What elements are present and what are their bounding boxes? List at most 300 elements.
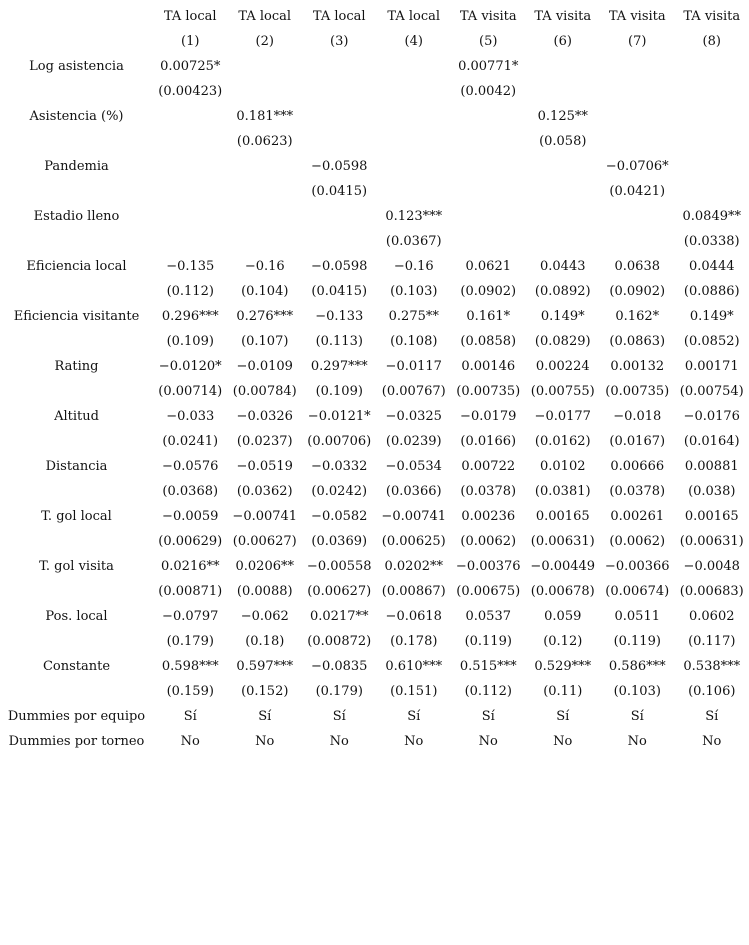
se-label-spacer <box>0 129 153 154</box>
footer-label: Dummies por equipo <box>7 709 146 724</box>
standard-error-cell <box>675 79 749 104</box>
coefficient-cell: −0.0332 <box>311 459 368 474</box>
coefficient-cell: −0.135 <box>166 259 215 274</box>
standard-error-cell <box>526 179 601 204</box>
header-corner <box>0 4 153 29</box>
standard-error-cell: (0.00625) <box>381 534 446 549</box>
coefficient-cell: −0.0109 <box>236 359 293 374</box>
standard-error-cell: (0.0166) <box>460 434 517 449</box>
coefficient-cell: −0.0618 <box>385 609 442 624</box>
coefficient-cell: −0.00558 <box>306 559 372 574</box>
coefficient-cell: −0.033 <box>166 409 215 424</box>
standard-error-cell: (0.00423) <box>158 84 223 99</box>
standard-error-cell: (0.103) <box>613 684 661 699</box>
coefficient-cell: 0.00881 <box>684 459 739 474</box>
standard-error-cell: (0.00755) <box>530 384 595 399</box>
coef-row <box>0 254 749 279</box>
column-number: (6) <box>553 34 572 49</box>
standard-error-cell: (0.00629) <box>158 534 223 549</box>
standard-error-cell: (0.0042) <box>460 84 517 99</box>
standard-error-cell: (0.112) <box>166 284 214 299</box>
standard-error-cell: (0.0362) <box>236 484 293 499</box>
coefficient-cell <box>451 204 526 229</box>
variable-label: Eficiencia local <box>26 259 127 274</box>
coefficient-cell: 0.0217** <box>310 609 369 624</box>
coefficient-cell: 0.00722 <box>461 459 516 474</box>
se-row <box>0 529 749 554</box>
coef-row <box>0 304 749 329</box>
coefficient-cell: 0.00171 <box>684 359 739 374</box>
se-row <box>0 329 749 354</box>
coefficient-cell: 0.0511 <box>614 609 660 624</box>
coefficient-cell: 0.149* <box>540 309 585 324</box>
variable-label: T. gol visita <box>39 559 114 574</box>
coefficient-cell: 0.162* <box>615 309 660 324</box>
coefficient-cell <box>600 54 675 79</box>
standard-error-cell: (0.179) <box>166 634 214 649</box>
coefficient-cell: −0.133 <box>315 309 364 324</box>
coefficient-cell: 0.0602 <box>689 609 735 624</box>
coefficient-cell: −0.0835 <box>311 659 368 674</box>
coefficient-cell: 0.610*** <box>385 659 443 674</box>
standard-error-cell: (0.0415) <box>311 184 368 199</box>
column-title: TA visita <box>534 9 592 24</box>
standard-error-cell: (0.0378) <box>460 484 517 499</box>
coefficient-cell: −0.0117 <box>385 359 442 374</box>
variable-label: Estadio lleno <box>33 209 120 224</box>
header-number-row <box>0 29 749 54</box>
footer-value: No <box>553 734 573 749</box>
column-number: (8) <box>702 34 721 49</box>
coefficient-cell: 0.00224 <box>535 359 590 374</box>
standard-error-cell <box>451 229 526 254</box>
standard-error-cell: (0.00872) <box>307 634 372 649</box>
coefficient-cell <box>302 204 377 229</box>
coefficient-cell: −0.018 <box>613 409 662 424</box>
standard-error-cell <box>377 79 452 104</box>
se-label-spacer <box>0 579 153 604</box>
coefficient-cell <box>600 204 675 229</box>
footer-value: No <box>180 734 200 749</box>
coefficient-cell: −0.16 <box>244 259 285 274</box>
column-title: TA visita <box>459 9 517 24</box>
coefficient-cell: −0.0582 <box>311 509 368 524</box>
footer-value: Sí <box>481 709 495 724</box>
variable-label: Constante <box>42 659 111 674</box>
coefficient-cell: 0.598*** <box>161 659 219 674</box>
standard-error-cell: (0.179) <box>315 684 363 699</box>
footer-row <box>0 729 749 754</box>
coefficient-cell: −0.0059 <box>162 509 219 524</box>
coefficient-cell: −0.00376 <box>455 559 521 574</box>
standard-error-cell: (0.0242) <box>311 484 368 499</box>
header-title-row <box>0 4 749 29</box>
coefficient-cell: 0.0202** <box>384 559 443 574</box>
standard-error-cell <box>600 229 675 254</box>
coefficient-cell <box>451 104 526 129</box>
coefficient-cell: −0.0120* <box>158 359 222 374</box>
standard-error-cell: (0.0241) <box>162 434 219 449</box>
coefficient-cell: −0.0534 <box>385 459 442 474</box>
coefficient-cell <box>377 104 452 129</box>
coefficient-cell: 0.0621 <box>465 259 511 274</box>
standard-error-cell: (0.0892) <box>534 284 591 299</box>
coefficient-cell: 0.297*** <box>310 359 368 374</box>
standard-error-cell <box>228 79 303 104</box>
standard-error-cell: (0.109) <box>166 334 214 349</box>
standard-error-cell: (0.00767) <box>381 384 446 399</box>
variable-label: Pos. local <box>45 609 108 624</box>
coef-row <box>0 604 749 629</box>
coefficient-cell <box>675 154 749 179</box>
coef-row <box>0 154 749 179</box>
standard-error-cell: (0.00735) <box>605 384 670 399</box>
standard-error-cell: (0.108) <box>390 334 438 349</box>
standard-error-cell: (0.152) <box>241 684 289 699</box>
se-label-spacer <box>0 629 153 654</box>
standard-error-cell <box>302 229 377 254</box>
standard-error-cell: (0.11) <box>543 684 583 699</box>
standard-error-cell: (0.0367) <box>385 234 442 249</box>
coef-row <box>0 554 749 579</box>
table-body <box>0 4 749 754</box>
footer-value: No <box>329 734 349 749</box>
coefficient-cell: −0.00366 <box>604 559 670 574</box>
footer-value: Sí <box>258 709 272 724</box>
coef-row <box>0 454 749 479</box>
coefficient-cell: −0.00449 <box>530 559 596 574</box>
coefficient-cell: 0.276*** <box>236 309 294 324</box>
standard-error-cell: (0.00714) <box>158 384 223 399</box>
standard-error-cell: (0.00675) <box>456 584 521 599</box>
standard-error-cell <box>302 129 377 154</box>
variable-label: Pandemia <box>44 159 109 174</box>
coefficient-cell: 0.0216** <box>161 559 220 574</box>
coefficient-cell: 0.0444 <box>689 259 735 274</box>
coefficient-cell: −0.0048 <box>683 559 740 574</box>
se-row <box>0 479 749 504</box>
standard-error-cell: (0.113) <box>315 334 363 349</box>
footer-value: No <box>255 734 275 749</box>
standard-error-cell: (0.117) <box>688 634 736 649</box>
coefficient-cell: −0.0121* <box>307 409 371 424</box>
standard-error-cell: (0.151) <box>390 684 438 699</box>
standard-error-cell: (0.178) <box>390 634 438 649</box>
standard-error-cell: (0.0829) <box>534 334 591 349</box>
standard-error-cell <box>377 129 452 154</box>
coefficient-cell: −0.0179 <box>460 409 517 424</box>
column-title: TA local <box>387 9 441 24</box>
variable-label: Altitud <box>54 409 99 424</box>
standard-error-cell: (0.109) <box>315 384 363 399</box>
column-title: TA visita <box>608 9 666 24</box>
coefficient-cell: 0.275** <box>388 309 439 324</box>
coefficient-cell: 0.00236 <box>461 509 516 524</box>
coefficient-cell: 0.586*** <box>608 659 666 674</box>
coefficient-cell: −0.0326 <box>236 409 293 424</box>
coefficient-cell: 0.00132 <box>610 359 665 374</box>
standard-error-cell <box>526 229 601 254</box>
standard-error-cell <box>153 179 228 204</box>
coef-row <box>0 654 749 679</box>
coefficient-cell <box>526 54 601 79</box>
coefficient-cell: 0.00146 <box>461 359 516 374</box>
footer-value: No <box>627 734 647 749</box>
standard-error-cell: (0.0863) <box>609 334 666 349</box>
standard-error-cell: (0.00706) <box>307 434 372 449</box>
variable-label: Eficiencia visitante <box>13 309 140 324</box>
standard-error-cell <box>228 179 303 204</box>
standard-error-cell: (0.038) <box>688 484 736 499</box>
standard-error-cell <box>153 229 228 254</box>
standard-error-cell: (0.00674) <box>605 584 670 599</box>
coefficient-cell: 0.538*** <box>683 659 741 674</box>
standard-error-cell: (0.0237) <box>236 434 293 449</box>
column-number: (4) <box>404 34 423 49</box>
column-title: TA local <box>238 9 292 24</box>
variable-label: Rating <box>54 359 99 374</box>
coefficient-cell: 0.123*** <box>385 209 443 224</box>
coefficient-cell: 0.0102 <box>540 459 586 474</box>
standard-error-cell <box>228 229 303 254</box>
se-row <box>0 679 749 704</box>
standard-error-cell: (0.104) <box>241 284 289 299</box>
standard-error-cell: (0.119) <box>613 634 661 649</box>
coefficient-cell: 0.00165 <box>684 509 739 524</box>
coefficient-cell: 0.161* <box>466 309 511 324</box>
se-row <box>0 279 749 304</box>
standard-error-cell: (0.0902) <box>460 284 517 299</box>
variable-label: Log asistencia <box>29 59 124 74</box>
standard-error-cell: (0.00627) <box>232 534 297 549</box>
coefficient-cell <box>228 154 303 179</box>
standard-error-cell <box>153 129 228 154</box>
standard-error-cell: (0.00683) <box>679 584 744 599</box>
coefficient-cell: −0.16 <box>393 259 434 274</box>
standard-error-cell <box>675 129 749 154</box>
standard-error-cell: (0.0368) <box>162 484 219 499</box>
se-row <box>0 579 749 604</box>
standard-error-cell: (0.0338) <box>683 234 740 249</box>
coefficient-cell <box>377 154 452 179</box>
coefficient-cell: −0.00741 <box>381 509 447 524</box>
coefficient-cell: 0.00725* <box>160 59 221 74</box>
standard-error-cell: (0.107) <box>241 334 289 349</box>
coefficient-cell: −0.00741 <box>232 509 298 524</box>
coefficient-cell: 0.515*** <box>459 659 517 674</box>
standard-error-cell: (0.0167) <box>609 434 666 449</box>
se-row <box>0 229 749 254</box>
standard-error-cell: (0.0381) <box>534 484 591 499</box>
footer-value: Sí <box>705 709 719 724</box>
standard-error-cell: (0.18) <box>245 634 285 649</box>
standard-error-cell <box>377 179 452 204</box>
variable-label: Asistencia (%) <box>29 109 124 124</box>
standard-error-cell: (0.12) <box>543 634 583 649</box>
coefficient-cell: −0.0176 <box>683 409 740 424</box>
standard-error-cell <box>526 79 601 104</box>
coefficient-cell <box>153 154 228 179</box>
footer-value: Sí <box>556 709 570 724</box>
coefficient-cell: 0.0849** <box>682 209 741 224</box>
coefficient-cell <box>377 54 452 79</box>
coefficient-cell <box>600 104 675 129</box>
standard-error-cell: (0.0088) <box>236 584 293 599</box>
standard-error-cell: (0.112) <box>464 684 512 699</box>
standard-error-cell: (0.0886) <box>683 284 740 299</box>
coefficient-cell <box>302 104 377 129</box>
standard-error-cell: (0.0852) <box>683 334 740 349</box>
footer-value: No <box>404 734 424 749</box>
standard-error-cell <box>302 79 377 104</box>
coefficient-cell <box>153 104 228 129</box>
coefficient-cell: 0.00666 <box>610 459 665 474</box>
coef-row <box>0 204 749 229</box>
column-number: (3) <box>330 34 349 49</box>
se-row <box>0 629 749 654</box>
footer-value: Sí <box>630 709 644 724</box>
se-label-spacer <box>0 529 153 554</box>
coefficient-cell: 0.0206** <box>235 559 294 574</box>
standard-error-cell: (0.00754) <box>679 384 744 399</box>
column-title: TA local <box>163 9 217 24</box>
standard-error-cell <box>675 179 749 204</box>
coefficient-cell: 0.00261 <box>610 509 665 524</box>
standard-error-cell: (0.00784) <box>232 384 297 399</box>
standard-error-cell: (0.0366) <box>385 484 442 499</box>
footer-row <box>0 704 749 729</box>
standard-error-cell: (0.0902) <box>609 284 666 299</box>
standard-error-cell: (0.0378) <box>609 484 666 499</box>
standard-error-cell <box>600 129 675 154</box>
coefficient-cell: −0.062 <box>240 609 289 624</box>
standard-error-cell: (0.106) <box>688 684 736 699</box>
column-number: (7) <box>628 34 647 49</box>
standard-error-cell: (0.0623) <box>236 134 293 149</box>
coefficient-cell: 0.149* <box>689 309 734 324</box>
standard-error-cell: (0.159) <box>166 684 214 699</box>
column-title: TA visita <box>683 9 741 24</box>
footer-value: Sí <box>332 709 346 724</box>
footer-label: Dummies por torneo <box>8 734 145 749</box>
coefficient-cell: 0.00771* <box>458 59 519 74</box>
coefficient-cell: −0.0797 <box>162 609 219 624</box>
coefficient-cell: 0.0638 <box>614 259 660 274</box>
coefficient-cell: 0.125** <box>537 109 588 124</box>
footer-value: No <box>702 734 722 749</box>
column-number: (5) <box>479 34 498 49</box>
standard-error-cell: (0.119) <box>464 634 512 649</box>
column-number: (2) <box>255 34 274 49</box>
footer-value: No <box>478 734 498 749</box>
variable-label: Distancia <box>45 459 108 474</box>
coef-row <box>0 504 749 529</box>
coefficient-cell: −0.0706* <box>605 159 669 174</box>
coefficient-cell <box>302 54 377 79</box>
coefficient-cell: −0.0598 <box>311 259 368 274</box>
coefficient-cell: −0.0177 <box>534 409 591 424</box>
standard-error-cell: (0.0858) <box>460 334 517 349</box>
coefficient-cell: 0.529*** <box>534 659 592 674</box>
coef-row <box>0 104 749 129</box>
se-row <box>0 79 749 104</box>
coefficient-cell <box>526 204 601 229</box>
standard-error-cell: (0.0421) <box>609 184 666 199</box>
standard-error-cell: (0.00735) <box>456 384 521 399</box>
standard-error-cell: (0.0062) <box>460 534 517 549</box>
standard-error-cell: (0.00631) <box>679 534 744 549</box>
standard-error-cell: (0.0239) <box>385 434 442 449</box>
regression-table <box>0 4 749 754</box>
se-label-spacer <box>0 479 153 504</box>
coefficient-cell: −0.0598 <box>311 159 368 174</box>
header-corner <box>0 29 153 54</box>
coef-row <box>0 354 749 379</box>
standard-error-cell: (0.00867) <box>381 584 446 599</box>
se-row <box>0 379 749 404</box>
coef-row <box>0 54 749 79</box>
standard-error-cell: (0.00871) <box>158 584 223 599</box>
variable-label: T. gol local <box>41 509 112 524</box>
coefficient-cell: −0.0576 <box>162 459 219 474</box>
coefficient-cell <box>526 154 601 179</box>
coefficient-cell <box>153 204 228 229</box>
coefficient-cell: 0.181*** <box>236 109 294 124</box>
standard-error-cell: (0.058) <box>539 134 587 149</box>
coefficient-cell <box>675 104 749 129</box>
se-row <box>0 129 749 154</box>
standard-error-cell: (0.0415) <box>311 284 368 299</box>
se-label-spacer <box>0 229 153 254</box>
standard-error-cell <box>600 79 675 104</box>
standard-error-cell: (0.0062) <box>609 534 666 549</box>
standard-error-cell: (0.0162) <box>534 434 591 449</box>
footer-value: Sí <box>407 709 421 724</box>
coefficient-cell: −0.0325 <box>385 409 442 424</box>
standard-error-cell: (0.0369) <box>311 534 368 549</box>
coefficient-cell: 0.059 <box>544 609 582 624</box>
se-label-spacer <box>0 379 153 404</box>
coefficient-cell <box>451 154 526 179</box>
se-label-spacer <box>0 429 153 454</box>
column-number: (1) <box>181 34 200 49</box>
se-label-spacer <box>0 279 153 304</box>
se-label-spacer <box>0 179 153 204</box>
se-label-spacer <box>0 79 153 104</box>
coefficient-cell: 0.296*** <box>161 309 219 324</box>
coefficient-cell: 0.0537 <box>465 609 511 624</box>
coefficient-cell: 0.0443 <box>540 259 586 274</box>
standard-error-cell <box>451 129 526 154</box>
se-row <box>0 429 749 454</box>
coefficient-cell: 0.00165 <box>535 509 590 524</box>
coefficient-cell <box>675 54 749 79</box>
se-label-spacer <box>0 329 153 354</box>
column-title: TA local <box>312 9 366 24</box>
coefficient-cell: −0.0519 <box>236 459 293 474</box>
coefficient-cell <box>228 204 303 229</box>
standard-error-cell <box>451 179 526 204</box>
se-row <box>0 179 749 204</box>
footer-value: Sí <box>183 709 197 724</box>
standard-error-cell: (0.0164) <box>683 434 740 449</box>
coef-row <box>0 404 749 429</box>
standard-error-cell: (0.00678) <box>530 584 595 599</box>
coefficient-cell <box>228 54 303 79</box>
standard-error-cell: (0.00631) <box>530 534 595 549</box>
coefficient-cell: 0.597*** <box>236 659 294 674</box>
standard-error-cell: (0.00627) <box>307 584 372 599</box>
